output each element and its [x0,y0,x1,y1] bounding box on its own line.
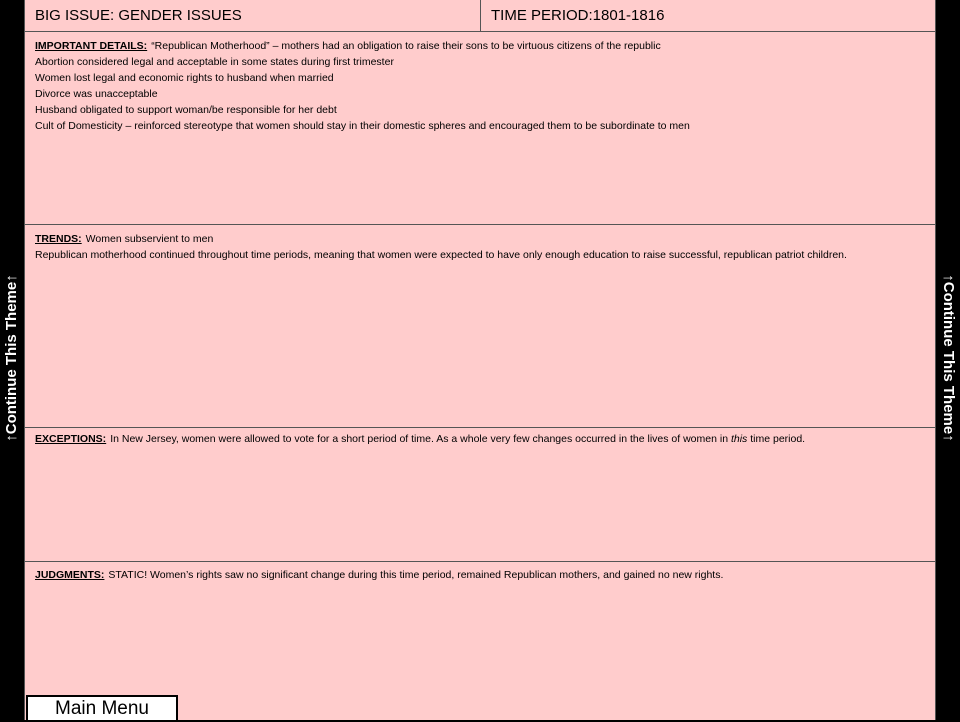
continue-theme-link-right[interactable]: ↑Continue This Theme↑ [940,274,957,442]
gender-issues-sheet [24,0,936,720]
details-line-4: Husband obligated to support woman/be responsible for her debt [35,104,337,116]
judgments-body: STATIC! Women’s rights saw no significant change during this time period, remained Republican mothers, and gained no new rights. [108,569,724,581]
important-details-label: IMPORTANT DETAILS: [35,40,148,52]
exceptions-text-italic: this [730,433,748,445]
judgments-label: JUDGMENTS: [35,569,105,581]
trends-section [25,225,935,428]
details-first-line [35,38,925,54]
exceptions-section [25,428,935,562]
time-period-title: TIME PERIOD:1801-1816 [491,7,665,24]
continue-theme-link-left[interactable]: ↑Continue This Theme↑ [3,274,20,442]
details-line-2: Women lost legal and economic rights to husband when married [35,72,334,84]
details-line-0: “Republican Motherhood” – mothers had an obligation to raise their sons to be virtuous citizens of the republic [151,40,661,52]
trends-first-line [35,231,925,247]
exceptions-text [35,431,925,447]
details-line-3: Divorce was unacceptable [35,88,158,100]
important-details-section [25,32,935,225]
main-menu-button[interactable]: Main Menu [26,695,178,722]
details-line-5: Cult of Domesticity – reinforced stereotype that women should stay in their domestic spheres and encouraged them to be subordinate to men [35,120,690,132]
exceptions-text-before: In New Jersey, women were allowed to vote for a short period of time. As a whole very few changes occurred in the lives of women in [110,433,731,445]
header-row [25,0,935,32]
trends-paragraph: Republican motherhood continued throughout time periods, meaning that women were expected to have only enough education to raise successful, republican patriot children. [35,249,847,261]
exceptions-label: EXCEPTIONS: [35,433,107,445]
big-issue-title: BIG ISSUE: GENDER ISSUES [25,0,481,31]
details-line-1: Abortion considered legal and acceptable in some states during first trimester [35,56,394,68]
trends-label: TRENDS: [35,233,82,245]
exceptions-text-after: time period. [747,433,806,445]
judgments-text [35,567,925,583]
trends-summary: Women subservient to men [85,233,214,245]
